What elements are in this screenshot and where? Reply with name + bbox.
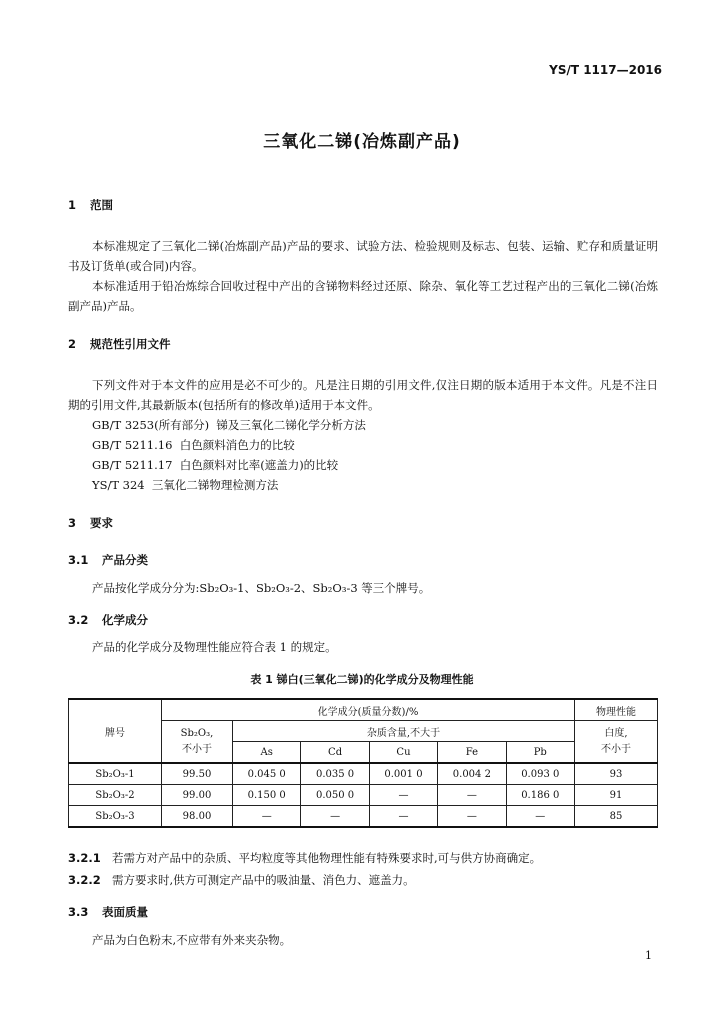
clause-3-2-1 [68,848,658,868]
section-3-2-paragraph: 产品的化学成分及物理性能应符合表 1 的规定。 [92,640,337,654]
section-title: 规范性引用文件 [90,337,171,351]
header-pb: Pb [506,742,574,764]
table-row [69,785,658,806]
table-caption: 表 1 锑白(三氧化二锑)的化学成分及物理性能 [250,673,474,686]
section-3-3-heading [68,904,148,920]
paragraph-text: 本标准规定了三氧化二锑(冶炼副产品)产品的要求、试验方法、检验规则及标志、包装、运输、贮存和质量证明书及订货单(或合同)内容。 [68,239,658,273]
section-number: 3 [68,516,77,530]
cell-cd: — [301,806,369,828]
paragraph-text: 本标准适用于铅冶炼综合回收过程中产出的含锑物料经过还原、除杂、氧化等工艺过程产出的三氧化二锑(冶炼副产品)产品。 [68,279,658,313]
clause-text: 若需方对产品中的杂质、平均粒度等其他物理性能有特殊要求时,可与供方协商确定。 [112,851,542,865]
cell-whiteness: 85 [575,806,658,828]
header-chemical-composition: 化学成分(质量分数)/% [162,699,575,721]
section-3-3-paragraph: 产品为白色粉末,不应带有外来夹杂物。 [92,933,292,947]
section-title: 表面质量 [102,905,148,919]
section-title: 范围 [90,198,113,212]
cell-pb: — [506,806,574,828]
clause-number: 3.2.1 [68,851,101,865]
header-grade: 牌号 [69,699,162,763]
cell-fe: 0.004 2 [438,763,506,785]
header-sb2o3: Sb₂O₃, 不小于 [162,721,233,764]
cell-grade: Sb₂O₃-2 [69,785,162,806]
document-title: 三氧化二锑(冶炼副产品) [263,132,461,152]
header-impurity: 杂质含量,不大于 [233,721,575,742]
cell-whiteness: 91 [575,785,658,806]
cell-cd: 0.035 0 [301,763,369,785]
section-3-heading [68,515,113,531]
header-cd: Cd [301,742,369,764]
section-number: 3.3 [68,905,89,919]
clause-text: 需方要求时,供方可测定产品中的吸油量、消色力、遮盖力。 [112,873,415,887]
reference-item: GB/T 5211.17 白色颜料对比率(遮盖力)的比较 [92,458,339,472]
reference-item: GB/T 3253(所有部分) 锑及三氧化二锑化学分析方法 [92,418,366,432]
cell-grade: Sb₂O₃-3 [69,806,162,828]
cell-cd: 0.050 0 [301,785,369,806]
paragraph-text: 下列文件对于本文件的应用是必不可少的。凡是注日期的引用文件,仅注日期的版本适用于本文件。凡是不注日期的引用文件,其最新版本(包括所有的修改单)适用于本文件。 [68,378,658,412]
cell-as: 0.045 0 [233,763,301,785]
section-3-1-heading [68,552,148,568]
cell-sb: 98.00 [162,806,233,828]
section-2-heading [68,336,171,352]
header-as: As [233,742,301,764]
cell-cu: 0.001 0 [369,763,437,785]
cell-sb: 99.00 [162,785,233,806]
section-number: 2 [68,337,77,351]
section-3-2-heading [68,612,148,628]
section-2-paragraph-1 [68,375,658,415]
section-1-paragraph-2 [68,276,658,316]
section-1-heading [68,197,113,213]
cell-fe: — [438,806,506,828]
cell-cu: — [369,806,437,828]
standard-code: YS/T 1117—2016 [549,63,662,77]
cell-fe: — [438,785,506,806]
clause-number: 3.2.2 [68,873,101,887]
cell-cu: — [369,785,437,806]
cell-pb: 0.093 0 [506,763,574,785]
section-number: 1 [68,198,77,212]
section-number: 3.1 [68,553,89,567]
clause-3-2-2 [68,870,658,890]
page-number: 1 [645,949,652,962]
cell-as: 0.150 0 [233,785,301,806]
header-whiteness: 白度, 不小于 [575,721,658,764]
reference-item: YS/T 324 三氧化二锑物理检测方法 [92,478,279,492]
table-row [69,806,658,828]
section-1-paragraph-1 [68,236,658,276]
cell-as: — [233,806,301,828]
cell-whiteness: 93 [575,763,658,785]
section-title: 化学成分 [102,613,148,627]
section-3-1-paragraph: 产品按化学成分分为:Sb₂O₃-1、Sb₂O₃-2、Sb₂O₃-3 等三个牌号。 [92,581,431,595]
table-row [69,763,658,785]
header-physical-properties: 物理性能 [575,699,658,721]
header-fe: Fe [438,742,506,764]
section-title: 产品分类 [102,553,148,567]
reference-item: GB/T 5211.16 白色颜料消色力的比较 [92,438,295,452]
section-number: 3.2 [68,613,89,627]
composition-table [68,698,658,828]
cell-grade: Sb₂O₃-1 [69,763,162,785]
cell-pb: 0.186 0 [506,785,574,806]
header-cu: Cu [369,742,437,764]
cell-sb: 99.50 [162,763,233,785]
section-title: 要求 [90,516,113,530]
